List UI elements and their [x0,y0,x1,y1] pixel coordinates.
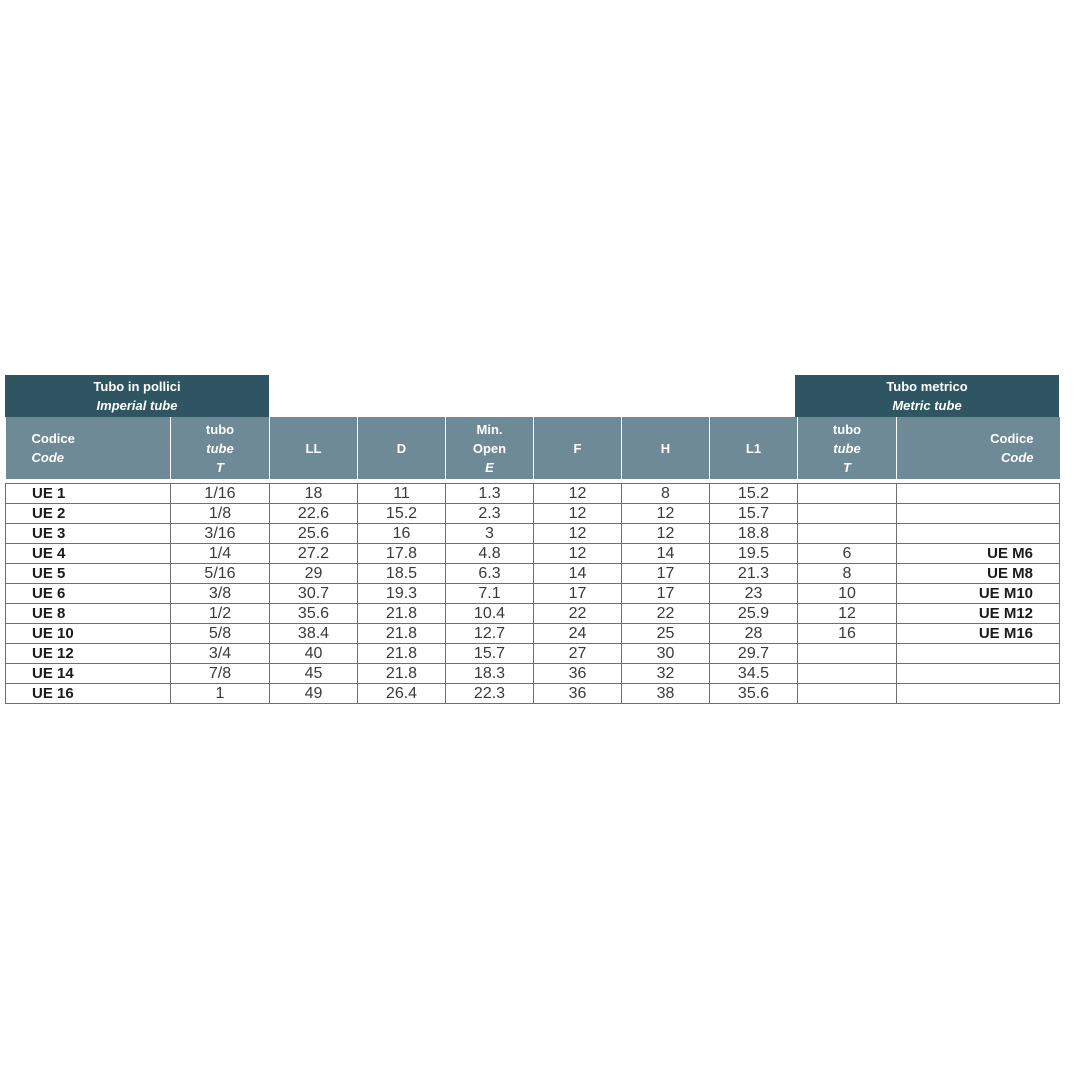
table-row [6,564,1060,584]
cell-code-metric: UE M6 [897,544,1060,564]
cell-d: 15.2 [358,504,446,524]
cell-h: 17 [622,584,710,604]
cell-f: 17 [534,584,622,604]
cell-l1: 29.7 [710,644,798,664]
cell-l1: 21.3 [710,564,798,584]
cell-code-metric [897,524,1060,544]
cell-h: 17 [622,564,710,584]
cell-l1: 15.7 [710,504,798,524]
cell-tube: 5/16 [171,564,270,584]
table-row [6,644,1060,664]
cell-tube: 5/8 [171,624,270,644]
cell-d: 26.4 [358,684,446,704]
cell-min-open: 7.1 [446,584,534,604]
table-row [6,524,1060,544]
cell-min-open: 15.7 [446,644,534,664]
cell-d: 19.3 [358,584,446,604]
cell-f: 14 [534,564,622,584]
table-row [6,484,1060,504]
metric-tube-label-it: Tubo metrico [886,379,968,394]
cell-tube-metric: 6 [798,544,897,564]
cell-l1: 15.2 [710,484,798,504]
cell-code-metric [897,484,1060,504]
cell-l1: 23 [710,584,798,604]
col-header-code: Codice Code [6,417,171,479]
col-header-tube: tubo tube T [171,417,270,479]
cell-code-metric: UE M10 [897,584,1060,604]
cell-d: 21.8 [358,624,446,644]
cell-min-open: 2.3 [446,504,534,524]
cell-code: UE 2 [6,504,171,524]
cell-h: 25 [622,624,710,644]
cell-h: 38 [622,684,710,704]
table-row [6,544,1060,564]
col-header-code-metric: Codice Code [897,417,1060,479]
cell-code-metric: UE M12 [897,604,1060,624]
cell-f: 12 [534,524,622,544]
col-header-l1: L1 [710,417,798,479]
cell-code-metric [897,664,1060,684]
cell-code: UE 1 [6,484,171,504]
cell-ll: 40 [270,644,358,664]
cell-d: 21.8 [358,604,446,624]
cell-ll: 18 [270,484,358,504]
cell-min-open: 6.3 [446,564,534,584]
column-header-row [6,417,1060,479]
cell-tube: 3/16 [171,524,270,544]
cell-code-metric [897,504,1060,524]
dimension-table-section [5,375,1059,704]
group-header-band [5,375,1059,417]
table-row [6,504,1060,524]
cell-tube: 1/2 [171,604,270,624]
cell-code: UE 10 [6,624,171,644]
table-row [6,604,1060,624]
cell-min-open: 18.3 [446,664,534,684]
cell-tube: 3/8 [171,584,270,604]
cell-h: 22 [622,604,710,624]
cell-tube-metric [798,664,897,684]
cell-code: UE 16 [6,684,171,704]
col-header-d: D [358,417,446,479]
cell-tube-metric: 12 [798,604,897,624]
col-header-min-open: Min. Open E [446,417,534,479]
cell-h: 30 [622,644,710,664]
cell-tube: 1/8 [171,504,270,524]
cell-tube: 7/8 [171,664,270,684]
imperial-tube-group-header [5,375,269,417]
col-header-ll: LL [270,417,358,479]
cell-f: 36 [534,664,622,684]
cell-f: 12 [534,544,622,564]
cell-tube-metric [798,504,897,524]
cell-h: 32 [622,664,710,684]
cell-tube-metric [798,484,897,504]
cell-l1: 18.8 [710,524,798,544]
cell-l1: 19.5 [710,544,798,564]
cell-code-metric: UE M8 [897,564,1060,584]
table-body [6,479,1060,704]
cell-tube-metric [798,684,897,704]
cell-d: 11 [358,484,446,504]
cell-code: UE 3 [6,524,171,544]
cell-f: 12 [534,504,622,524]
cell-code: UE 5 [6,564,171,584]
metric-tube-label-en: Metric tube [892,398,962,413]
cell-tube: 1/4 [171,544,270,564]
cell-l1: 35.6 [710,684,798,704]
cell-ll: 45 [270,664,358,684]
cell-l1: 25.9 [710,604,798,624]
cell-f: 12 [534,484,622,504]
cell-ll: 22.6 [270,504,358,524]
cell-code: UE 14 [6,664,171,684]
cell-ll: 29 [270,564,358,584]
cell-d: 17.8 [358,544,446,564]
cell-h: 14 [622,544,710,564]
col-header-h: H [622,417,710,479]
cell-f: 36 [534,684,622,704]
cell-tube: 1/16 [171,484,270,504]
cell-d: 16 [358,524,446,544]
cell-d: 21.8 [358,664,446,684]
cell-tube-metric: 16 [798,624,897,644]
cell-d: 18.5 [358,564,446,584]
cell-code: UE 8 [6,604,171,624]
cell-l1: 34.5 [710,664,798,684]
cell-code: UE 12 [6,644,171,664]
imperial-tube-label-en: Imperial tube [96,398,178,413]
cell-code: UE 4 [6,544,171,564]
cell-tube-metric [798,524,897,544]
col-header-tube-metric: tubo tube T [798,417,897,479]
table-row [6,624,1060,644]
col-header-f: F [534,417,622,479]
cell-tube-metric: 10 [798,584,897,604]
cell-d: 21.8 [358,644,446,664]
cell-code-metric: UE M16 [897,624,1060,644]
cell-f: 27 [534,644,622,664]
cell-h: 8 [622,484,710,504]
cell-h: 12 [622,504,710,524]
dimension-table [5,417,1060,704]
cell-ll: 35.6 [270,604,358,624]
cell-code-metric [897,684,1060,704]
cell-ll: 49 [270,684,358,704]
table-row [6,684,1060,704]
cell-min-open: 12.7 [446,624,534,644]
cell-min-open: 10.4 [446,604,534,624]
imperial-tube-label-it: Tubo in pollici [93,379,181,394]
cell-ll: 27.2 [270,544,358,564]
cell-tube-metric: 8 [798,564,897,584]
cell-l1: 28 [710,624,798,644]
cell-code-metric [897,644,1060,664]
cell-ll: 38.4 [270,624,358,644]
cell-min-open: 3 [446,524,534,544]
cell-f: 22 [534,604,622,624]
cell-tube: 3/4 [171,644,270,664]
cell-code: UE 6 [6,584,171,604]
cell-min-open: 22.3 [446,684,534,704]
cell-ll: 30.7 [270,584,358,604]
cell-ll: 25.6 [270,524,358,544]
metric-tube-group-header [795,375,1059,417]
cell-tube: 1 [171,684,270,704]
cell-tube-metric [798,644,897,664]
table-row [6,664,1060,684]
cell-min-open: 1.3 [446,484,534,504]
cell-h: 12 [622,524,710,544]
table-row [6,584,1060,604]
cell-min-open: 4.8 [446,544,534,564]
cell-f: 24 [534,624,622,644]
